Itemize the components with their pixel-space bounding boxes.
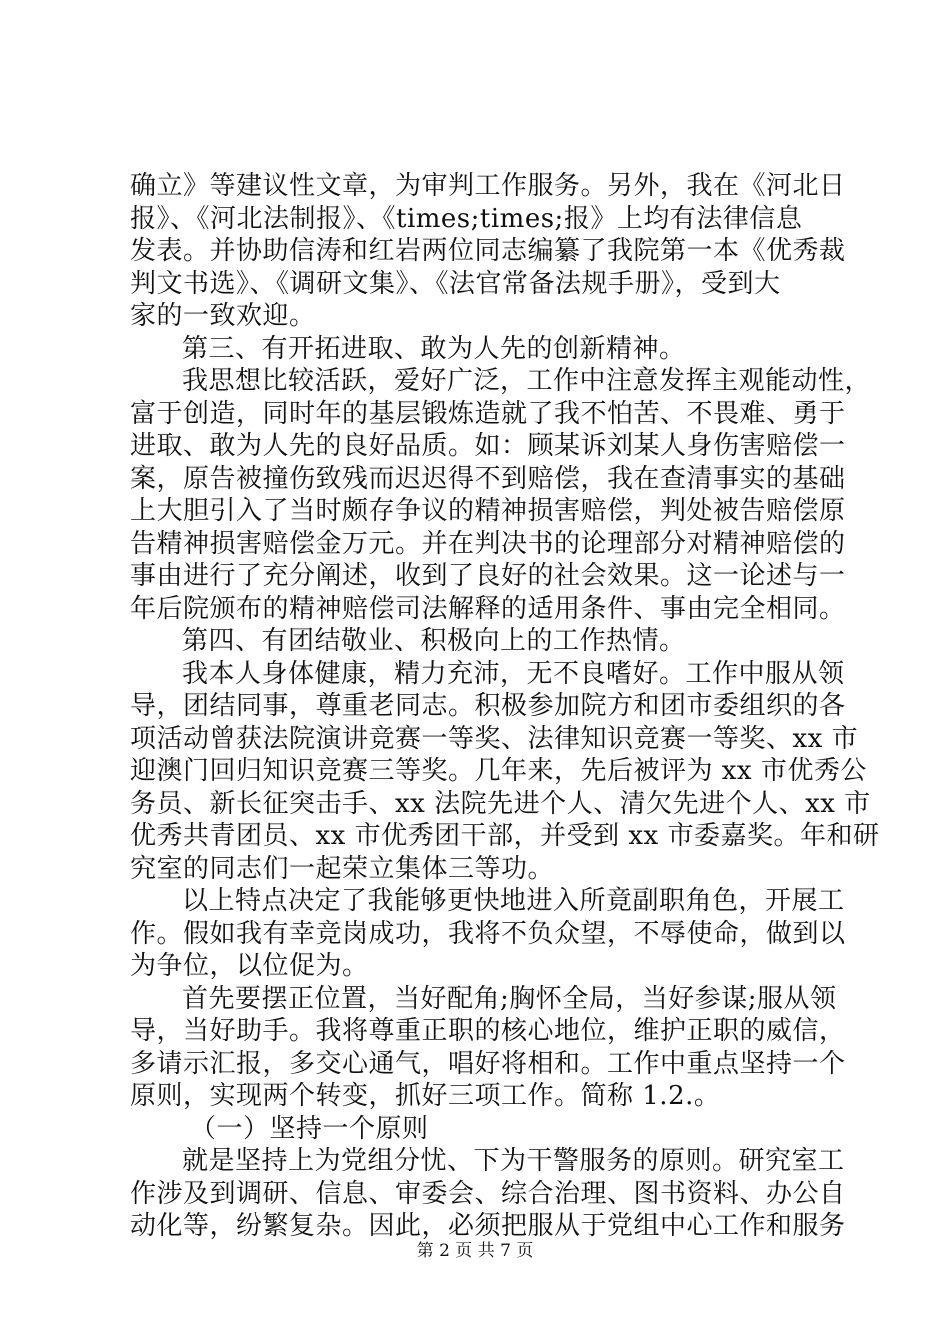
- text-line: 家的一致欢迎。: [130, 301, 316, 331]
- text-line: （一）坚持一个原则: [190, 1113, 429, 1144]
- text-line: 首先要摆正位置，当好配角;胸怀全局，当好参谋;服从领: [182, 983, 837, 1014]
- text-line: 导，当好助手。我将尊重正职的核心地位，维护正职的威信，: [130, 1016, 846, 1046]
- text-line: 动化等，纷繁复杂。因此，必须把服从于党组中心工作和服务: [130, 1211, 846, 1241]
- text-line: 上大胆引入了当时颇存争议的精神损害赔偿，判处被告赔偿原: [130, 496, 846, 526]
- text-line: 多请示汇报，多交心通气，唱好将相和。工作中重点坚持一个: [130, 1048, 846, 1079]
- text-line: 富于创造，同时年的基层锻炼造就了我不怕苦、不畏难、勇于: [130, 398, 846, 429]
- document-body: [130, 170, 880, 1243]
- text-line: 作涉及到调研、信息、审委会、综合治理、图书资料、办公自: [130, 1178, 846, 1209]
- text-line: 案，原告被撞伤致残而迟迟得不到赔偿，我在查清事实的基础: [130, 463, 846, 494]
- text-line: 判文书选》、《调研文集》、《法官常备法规手册》，受到大: [130, 268, 781, 299]
- text-line: 报》、《河北法制报》、《times;times;报》上均有法律信息: [130, 203, 803, 234]
- page-footer: 第 2 页 共 7 页: [416, 1241, 534, 1261]
- text-line: 作。假如我有幸竞岗成功，我将不负众望，不辱使命，做到以: [130, 918, 846, 949]
- text-line: 导，团结同事，尊重老同志。积极参加院方和团市委组织的各: [130, 691, 846, 721]
- text-line: 究室的同志们一起荣立集体三等功。: [130, 853, 555, 884]
- text-line: 我本人身体健康，精力充沛，无不良嗜好。工作中服从领: [182, 658, 845, 689]
- text-line: 原则，实现两个转变，抓好三项工作。简称 1.2.。: [130, 1081, 721, 1111]
- text-line: 事由进行了充分阐述，收到了良好的社会效果。这一论述与一: [130, 561, 846, 591]
- text-line: 就是坚持上为党组分忧、下为干警服务的原则。研究室工: [182, 1146, 845, 1176]
- text-line: 迎澳门回归知识竞赛三等奖。几年来，先后被评为 xx 市优秀公: [130, 756, 867, 786]
- text-line: 第三、有开拓进取、敢为人先的创新精神。: [182, 333, 686, 364]
- text-line: 确立》等建议性文章，为审判工作服务。另外，我在《河北日: [130, 171, 846, 201]
- text-line: 项活动曾获法院演讲竞赛一等奖、法律知识竞赛一等奖、xx 市: [130, 723, 859, 754]
- text-line: 我思想比较活跃，爱好广泛，工作中注意发挥主观能动性，: [182, 366, 872, 396]
- text-line: 为争位，以位促为。: [130, 951, 369, 981]
- text-line: 年后院颁布的精神赔偿司法解释的适用条件、事由完全相同。: [130, 593, 846, 624]
- text-line: 第四、有团结敬业、积极向上的工作热情。: [182, 626, 686, 656]
- text-line: 以上特点决定了我能够更快地进入所竟副职角色，开展工: [182, 886, 845, 916]
- text-line: 进取、敢为人先的良好品质。如：顾某诉刘某人身伤害赔偿一: [130, 431, 846, 461]
- text-line: 务员、新长征突击手、xx 法院先进个人、清欠先进个人、xx 市: [130, 788, 871, 819]
- text-line: 优秀共青团员、xx 市优秀团干部，并受到 xx 市委嘉奖。年和研: [130, 821, 880, 851]
- text-line: 发表。并协助信涛和红岩两位同志编纂了我院第一本《优秀裁: [130, 236, 846, 266]
- text-line: 告精神损害赔偿金万元。并在判决书的论理部分对精神赔偿的: [130, 528, 846, 559]
